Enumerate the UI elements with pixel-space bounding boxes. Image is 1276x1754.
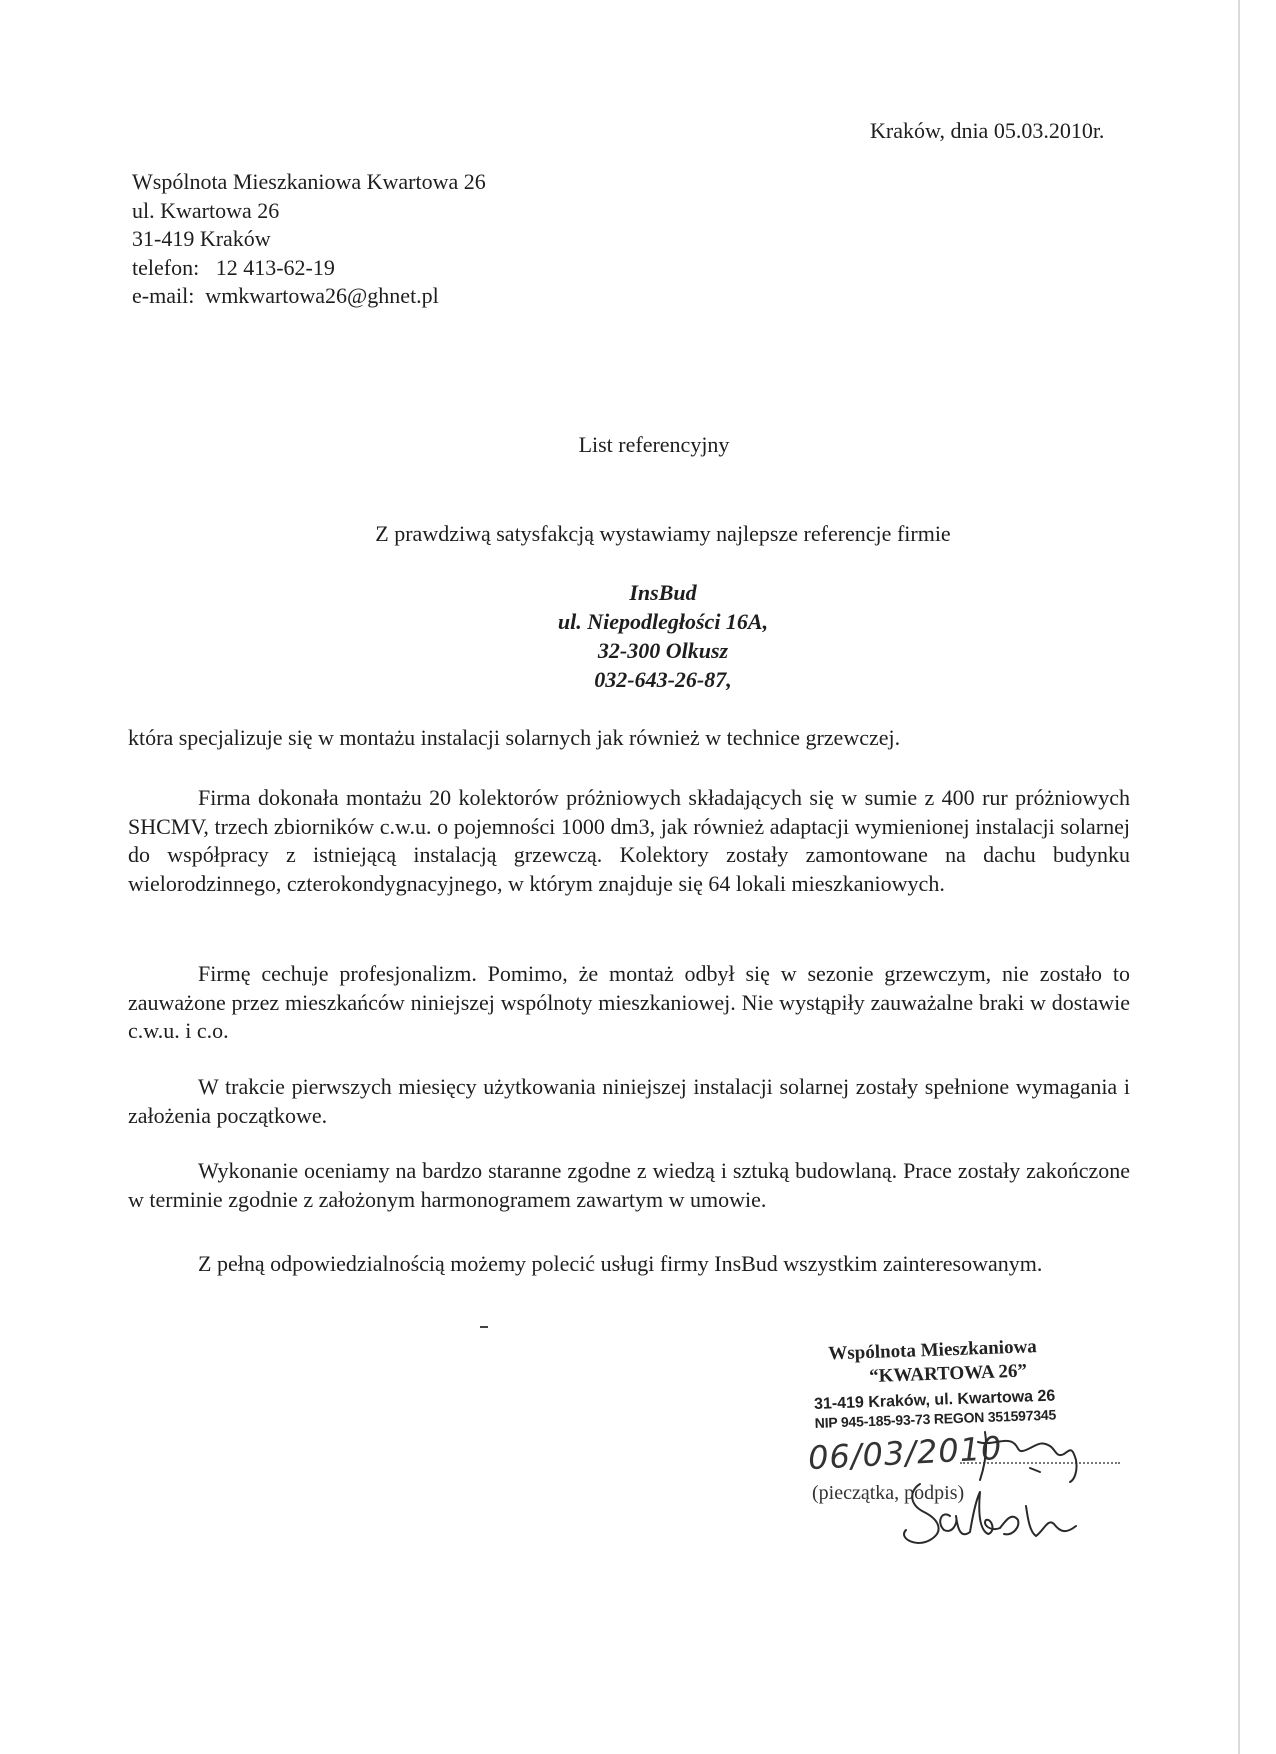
organization-stamp: [812, 1334, 1115, 1431]
stamp-line-3: 31-419 Kraków, ul. Kwartowa 26: [813, 1387, 1056, 1413]
signature-label: (pieczątka, podpis): [812, 1482, 965, 1504]
body-paragraph: [128, 1250, 1130, 1279]
paragraph-text: Z pełną odpowiedzialnością możemy polecić usługi firmy InsBud wszystkim zainteresowanym.: [198, 1251, 1043, 1276]
company-block: [0, 578, 1276, 694]
body-paragraph: [128, 1157, 1130, 1214]
sender-city: 31-419 Kraków: [132, 226, 271, 251]
sender-email: e-mail: wmkwartowa26@ghnet.pl: [132, 283, 439, 308]
sender-phone: telefon: 12 413-62-19: [132, 254, 335, 280]
handwritten-date: 06/03/2010: [807, 1428, 1004, 1478]
handwritten-signature: [880, 1420, 1150, 1560]
scan-edge: [1234, 0, 1276, 1754]
paragraph-text: Firma dokonała montażu 20 kolektorów próżniowych składających się w sumie z 400 rur próżniowych SHCMV, trzech zbiorników c.w.u. o pojemności 1000 dm3, jak również adaptacji wymienionej instalacji solarnej do współpracy z istniejącą instalacją grzewczą. Kolektory zostały zamontowane na dachu budynku wielorodzinnego, czterokondygnacyjnego, w którym znajduje się 64 lokali mieszkaniowych.: [128, 785, 1130, 896]
intro-sentence: Z prawdziwą satysfakcją wystawiamy najlepsze referencje firmie: [375, 521, 951, 546]
body-paragraph: [128, 784, 1130, 898]
company-name: InsBud: [629, 580, 697, 605]
company-street: ul. Niepodległości 16A,: [557, 609, 769, 634]
sender-street: ul. Kwartowa 26: [132, 197, 280, 223]
company-city: 32-300 Olkusz: [597, 638, 729, 663]
letter-date: Kraków, dnia 05.03.2010r.: [870, 118, 1105, 143]
sender-address-block: [132, 168, 486, 311]
stamp-line-4: NIP 945-185-93-73 REGON 351597345: [814, 1406, 1057, 1431]
stamp-line-2: “KWARTOWA 26”: [868, 1360, 1028, 1388]
scan-speck: [480, 1326, 488, 1328]
paragraph-text: Firmę cechuje profesjonalizm. Pomimo, że montaż odbył się w sezonie grzewczym, nie zostało to zauważone przez mieszkańców niniejszej wspólnoty mieszkaniowej. Nie wystąpiły zauważalne braki w dostawie c.w.u. i c.o.: [128, 961, 1130, 1043]
document-title: List referencyjny: [578, 432, 730, 457]
lead-sentence: która specjalizuje się w montażu instalacji solarnych jak również w technice grzewczej.: [128, 725, 901, 750]
stamp-line-1: Wspólnota Mieszkaniowa: [827, 1336, 1038, 1365]
body-paragraph: [128, 960, 1130, 1046]
paragraph-text: Wykonanie oceniamy na bardzo staranne zgodne z wiedzą i sztuką budowlaną. Prace zostały zakończone w terminie zgodnie z założonym harmonogramem zawartym w umowie.: [128, 1158, 1130, 1212]
body-paragraph: [128, 1073, 1130, 1130]
company-phone: 032-643-26-87,: [594, 667, 732, 692]
sender-name: Wspólnota Mieszkaniowa Kwartowa 26: [132, 169, 486, 194]
paragraph-text: W trakcie pierwszych miesięcy użytkowania niniejszej instalacji solarnej zostały spełnione wymagania i założenia początkowe.: [128, 1074, 1130, 1128]
